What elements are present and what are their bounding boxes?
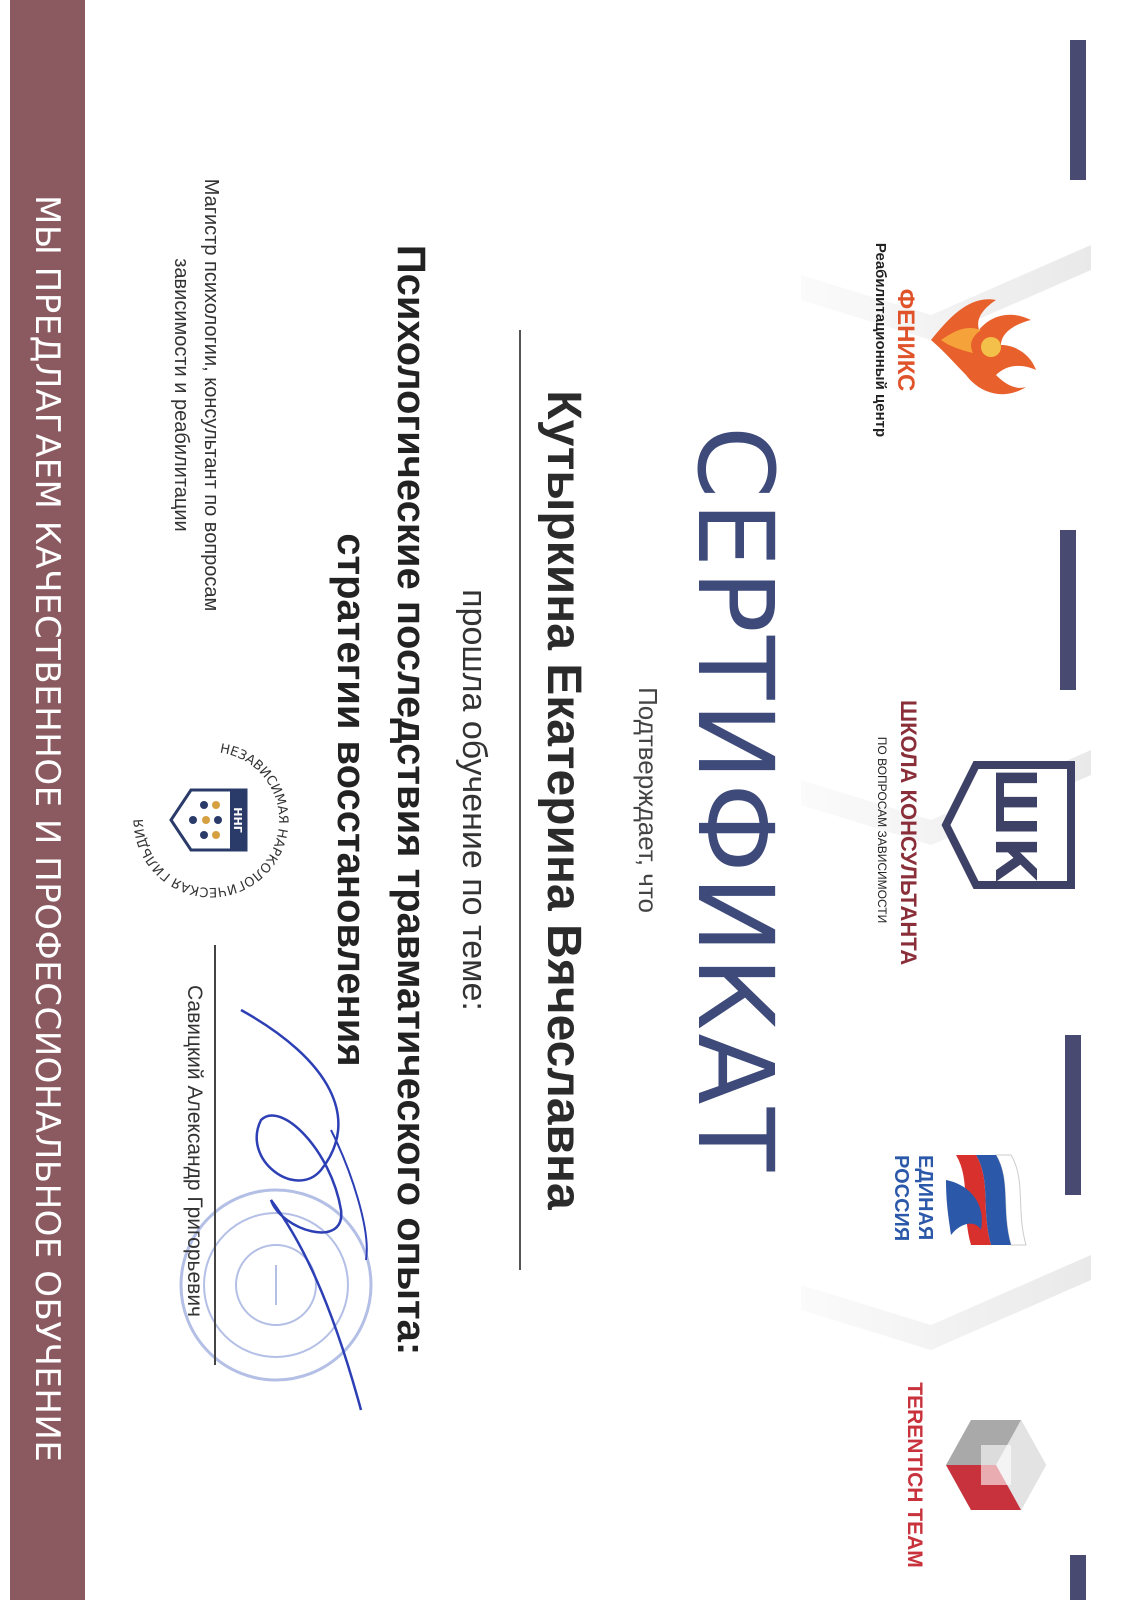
phoenix-bird-icon	[921, 275, 1051, 405]
credential-line-1: Магистр психологии, консультант по вопросам	[200, 178, 222, 612]
signature-line	[214, 945, 216, 1365]
school-subtitle: ПО ВОПРОСАМ ЗАВИСИМОСТИ	[875, 736, 889, 924]
certificate-title: СЕРТИФИКАТ	[674, 425, 796, 1175]
school-logo	[821, 700, 1081, 966]
top-bar-3	[1065, 1035, 1081, 1195]
school-name: ШКОЛА КОНСУЛЬТАНТА	[896, 700, 921, 966]
confirms-text: Подтверждает, что	[633, 687, 663, 913]
signer-name: Савицкий Александр Григорьевич	[183, 985, 206, 1317]
terentich-cube-icon	[941, 1410, 1051, 1520]
phoenix-subtitle: Реабилитационный центр	[872, 242, 889, 438]
terentich-name: TERENTICH TEAM	[903, 1382, 926, 1568]
school-shield-icon	[941, 760, 1076, 890]
terentich-logo	[871, 1380, 1051, 1570]
slogan-text: МЫ ПРЕДЛАГАЕМ КАЧЕСТВЕННОЕ И ПРОФЕССИОНАЛЬНОЕ ОБУЧЕНИЕ	[27, 195, 68, 1463]
phoenix-name: ФЕНИКС	[892, 288, 919, 392]
passed-text: прошла обучение по теме:	[455, 589, 493, 1011]
guild-badge-text: ННГ	[231, 807, 244, 833]
guild-emblem	[126, 735, 296, 905]
recipient-name: Кутыркина Екатерина Вячеславна	[537, 390, 590, 1210]
svg-text:ШК: ШК	[982, 767, 1047, 883]
united-russia-logo	[886, 1150, 1046, 1290]
top-bar-4	[1070, 1555, 1086, 1600]
top-bar-2	[1060, 530, 1076, 690]
guild-ring-text: НЕЗАВИСИМАЯ НАРКОЛОГИЧЕСКАЯ ГИЛЬДИЯ	[131, 741, 291, 900]
phoenix-logo	[831, 240, 1071, 440]
topic-line-2: стратегии восстановления	[329, 533, 373, 1067]
credential-caption	[166, 145, 226, 645]
united-russia-line2: РОССИЯ	[890, 1155, 912, 1242]
credential-line-2: зависимости и реабилитации	[170, 258, 192, 532]
top-bar-1	[1070, 40, 1086, 180]
bear-flag-icon	[941, 1150, 1031, 1250]
signature-icon	[211, 1000, 391, 1420]
slogan-band	[10, 0, 85, 1600]
united-russia-line1: ЕДИНАЯ	[914, 1155, 936, 1241]
recipient-underline	[519, 330, 521, 1270]
topic-line-1: Психологические последствия травматического опыта:	[389, 244, 433, 1356]
